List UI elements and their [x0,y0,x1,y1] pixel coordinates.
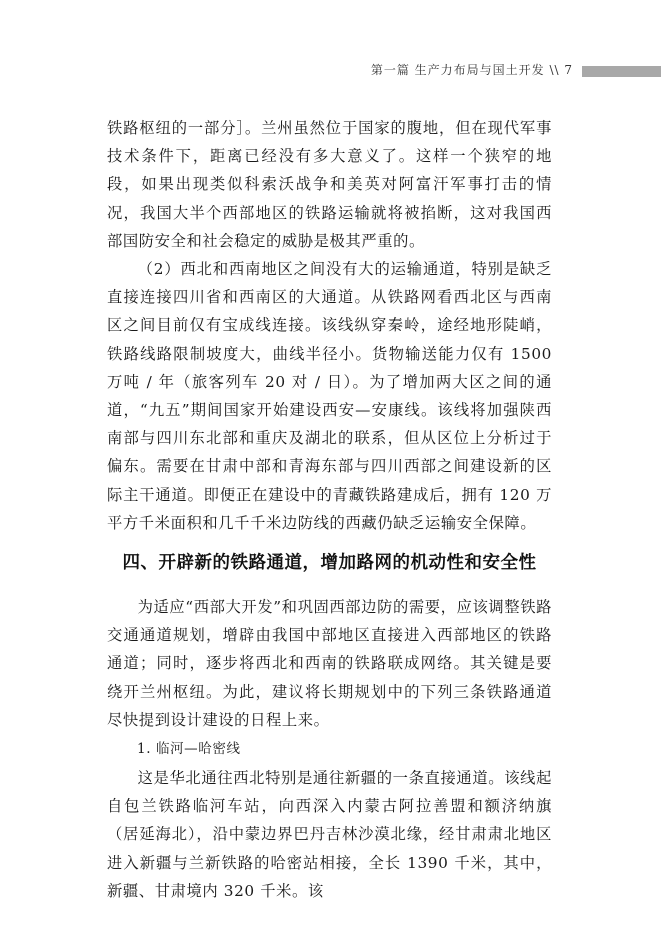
page-body [107,114,552,905]
paragraph-continuation: 铁路枢纽的一部分］。兰州虽然位于国家的腹地，但在现代军事技术条件下，距离已经没有多大意义了。这样一个狭窄的地段，如果出现类似科索沃战争和美英对阿富汗军事打击的情况，我国大半个西部地区的铁路运输就将被掐断，这对我国西部国防安全和社会稳定的威胁是极其严重的。 [107,119,552,250]
paragraph-intro: 为适应“西部大开发”和巩固西部边防的需要，应该调整铁路交通通道规划，增辟由我国中部地区直接进入西部地区的铁路通道；同时，逐步将西北和西南的铁路联成网络。其关键是要绕开兰州枢纽。为此，建议将长期规划中的下列三条铁路通道尽快提到设计建设的日程上来。 [107,598,552,729]
running-header [0,62,661,78]
section-heading: 四、开辟新的铁路通道，增加路网的机动性和安全性 [122,553,537,574]
running-header-bar [582,66,661,77]
subheading-linhe-hami: 1. 临河—哈密线 [137,741,241,758]
paragraph-linhe-hami: 这是华北通往西北特别是通往新疆的一条直接通道。该线起自包兰铁路临河车站，向西深入内蒙古阿拉善盟和额济纳旗（居延海北），沿中蒙边界巴丹吉林沙漠北缘，经甘肃肃北地区进入新疆与兰新铁路的哈密站相接，全长 1390 千米，其中，新疆、甘肃境内 320 千米。该 [107,769,552,900]
paragraph-item-2: （2）西北和西南地区之间没有大的运输通道，特别是缺乏直接连接四川省和西南区的大通道。从铁路网看西北区与西南区之间目前仅有宝成线连接。该线纵穿秦岭，途经地形陡峭，铁路线路限制坡度大，曲线半径小。货物输送能力仅有 1500 万吨 / 年（旅客列车 20 对 / 日）。为了增加两大区之间的通道，“九五”期间国家开始建设西安—安康线。该线将加强陕西南部与四川东北部和重庆及湖北的联系，但从区位上分析过于偏东。需要在甘肃中部和青海东部与四川西部之间建设新的区际主干通道。即便正在建设中的青藏铁路建成后，拥有 120 万平方千米面积和几千千米边防线的西藏仍缺乏运输安全保障。 [107,260,552,532]
running-header-title: 第一篇 生产力布局与国土开发 \\ 7 [370,63,573,77]
